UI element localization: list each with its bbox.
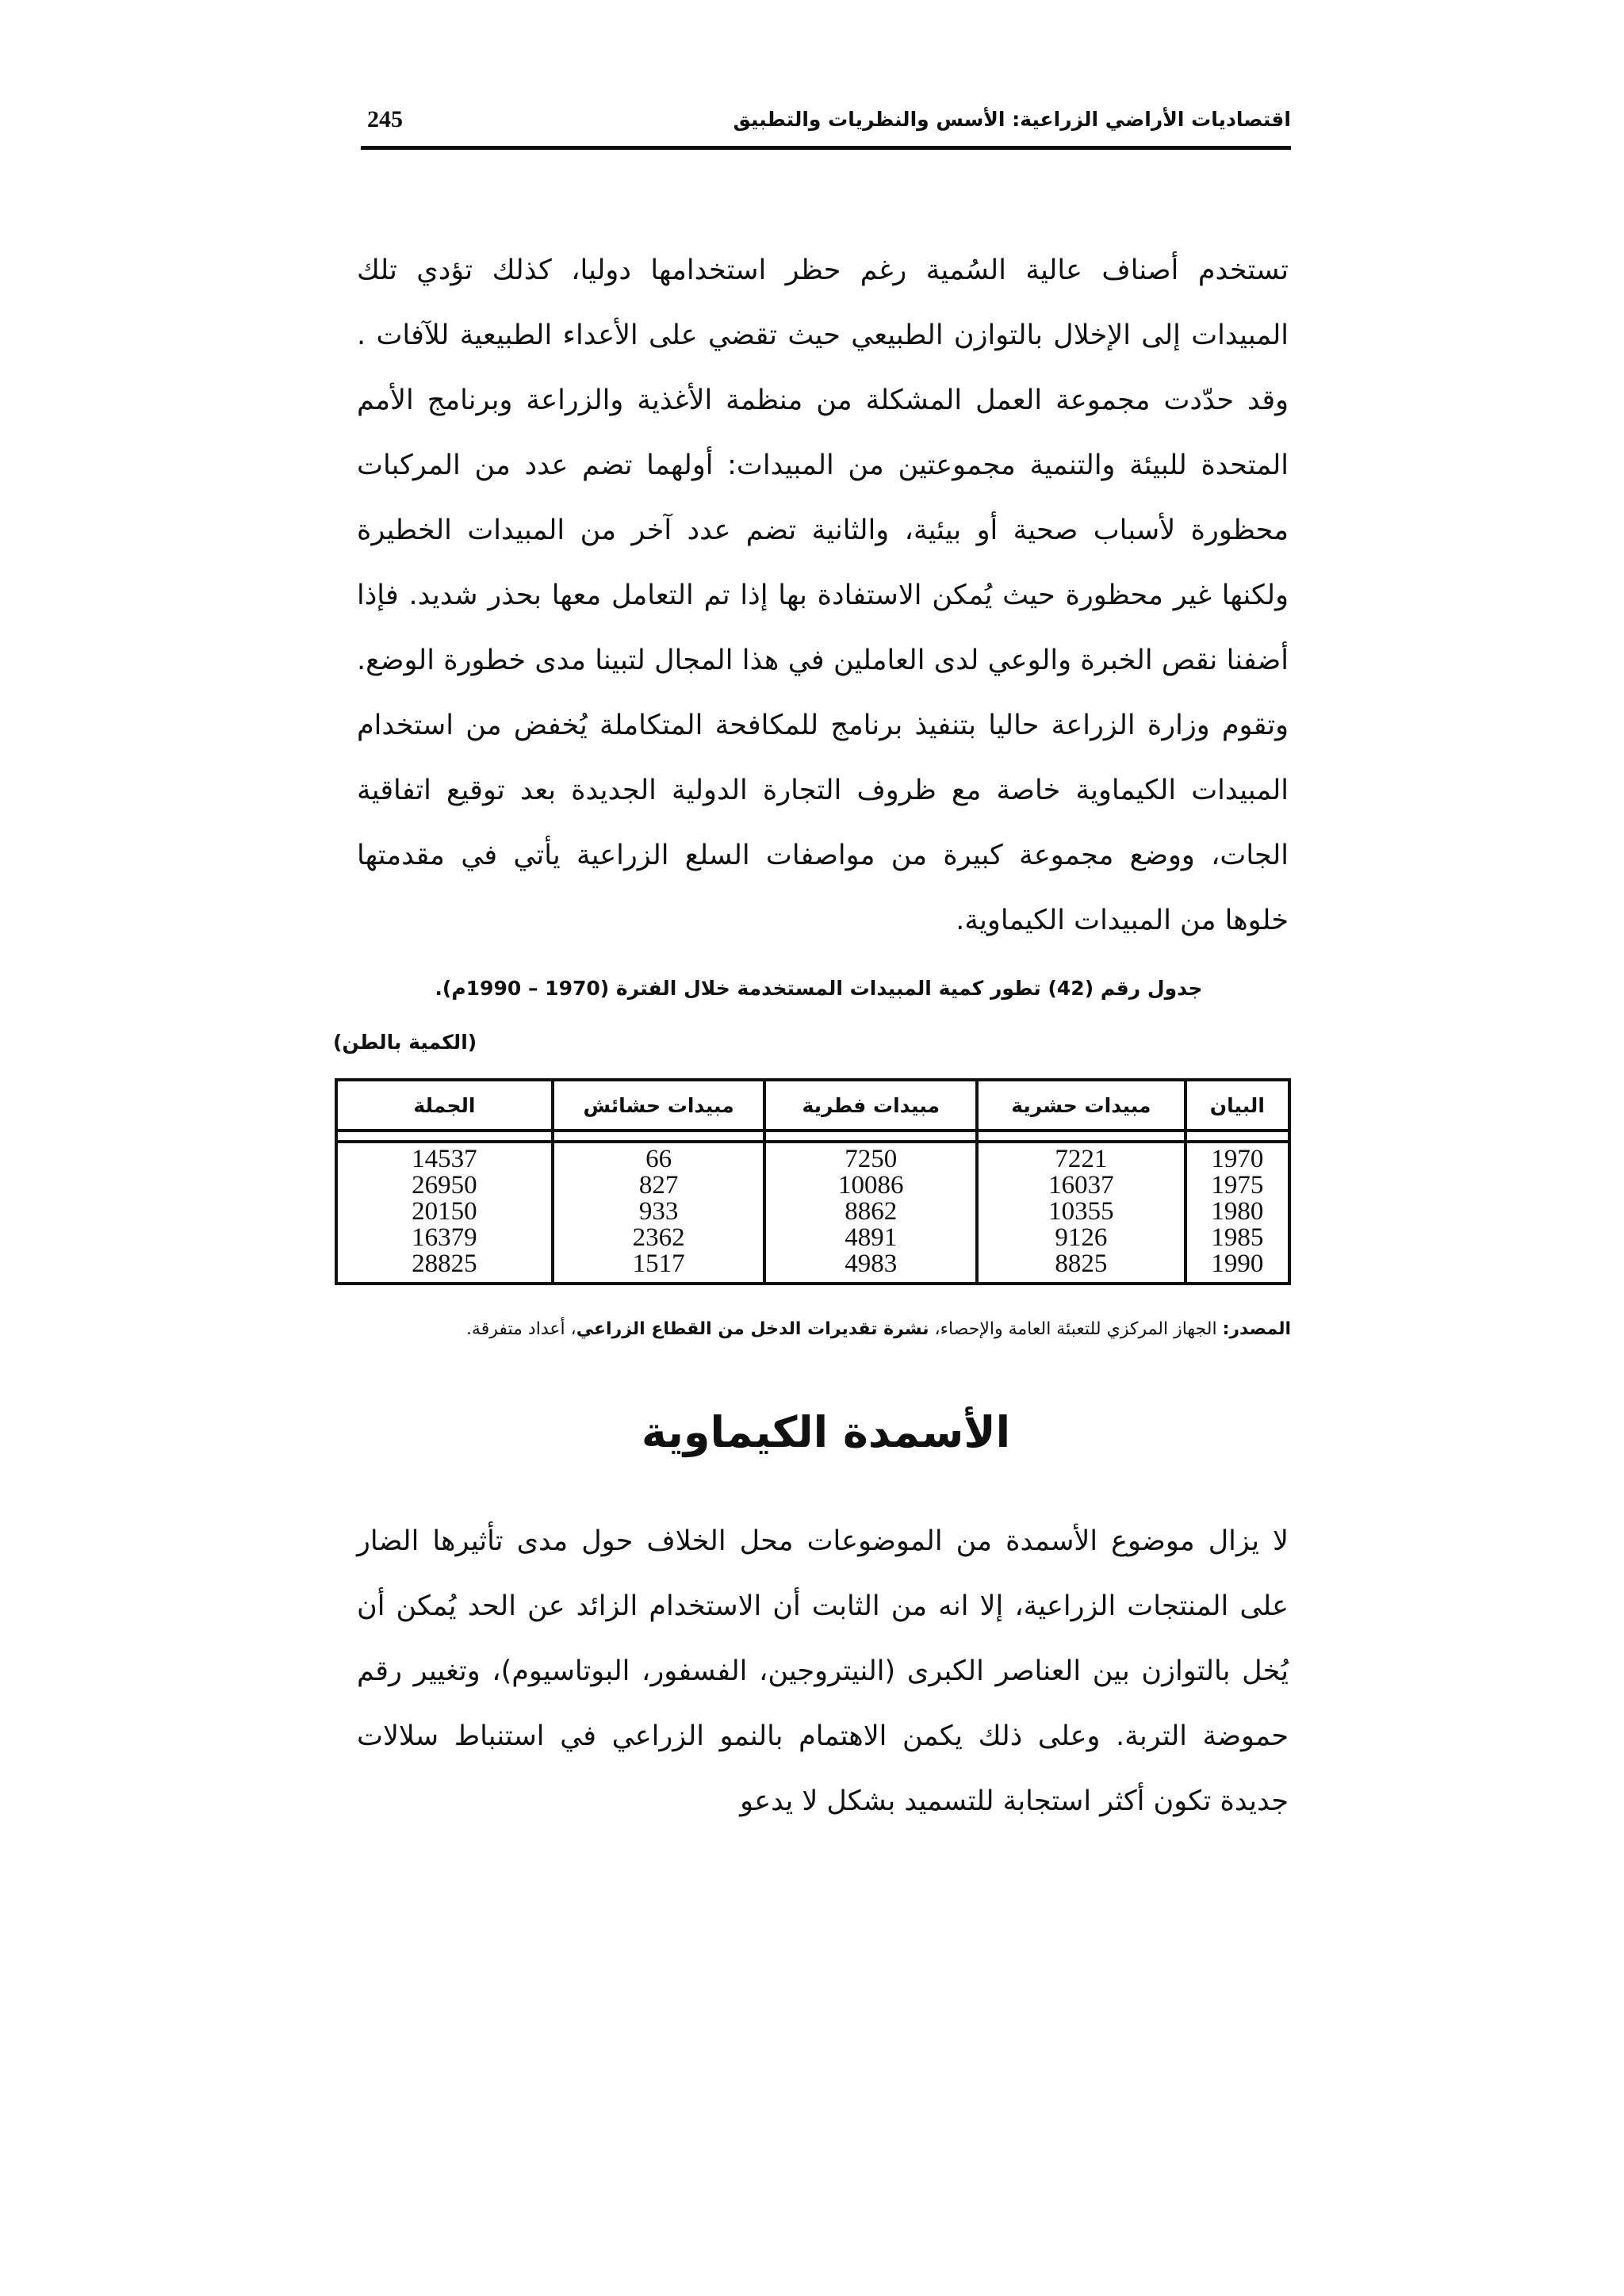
- table-cell: 4891: [764, 1225, 977, 1251]
- source-publication: نشرة تقديرات الدخل من القطاع الزراعي: [576, 1319, 929, 1339]
- table-header-row: [336, 1080, 1289, 1131]
- table-cell: 20150: [336, 1199, 553, 1225]
- table-cell: 28825: [336, 1251, 553, 1284]
- table-cell: 16379: [336, 1225, 553, 1251]
- table-cell: 1517: [553, 1251, 765, 1284]
- running-header: [361, 103, 1291, 149]
- column-header: البيان: [1185, 1080, 1289, 1131]
- table-cell: 9126: [977, 1225, 1185, 1251]
- table-cell: 1975: [1185, 1173, 1289, 1199]
- table-cell: 2362: [553, 1225, 765, 1251]
- column-header: مبيدات فطرية: [764, 1080, 977, 1131]
- table-caption: جدول رقم (42) تطور كمية المبيدات المستخدمة خلال الفترة (1970 – 1990م).: [435, 977, 1203, 1000]
- table-cell: 827: [553, 1173, 765, 1199]
- table-cell: 7250: [764, 1142, 977, 1173]
- table-cell: 4983: [764, 1251, 977, 1284]
- table-row: [336, 1173, 1289, 1199]
- table-row: [336, 1199, 1289, 1225]
- table-cell: 8825: [977, 1251, 1185, 1284]
- table-cell: 1980: [1185, 1199, 1289, 1225]
- table-cell: 933: [553, 1199, 765, 1225]
- table-cell: 14537: [336, 1142, 553, 1173]
- table-cell: 1990: [1185, 1251, 1289, 1284]
- body-paragraph-fertilizers: لا يزال موضوع الأسمدة من الموضوعات محل الخلاف حول مدى تأثيرها الضار على المنتجات الزراعية، إلا انه من الثابت أن الاستخدام الزائد عن الحد يُمكن أن يُخل بالتوازن بين العناصر الكبرى (النيتروجين، الفسفور، البوتاسيوم)، وتغيير رقم حموضة التربة. وعلى ذلك يكمن الاهتمام بالنمو الزراعي في استنباط سلالات جديدة تكون أكثر استجابة للتسميد بشكل لا يدعو: [357, 1525, 1289, 1817]
- table-cell: 1970: [1185, 1142, 1289, 1173]
- table-spacer: [336, 1131, 1289, 1142]
- source-text: الجهاز المركزي للتعبئة العامة والإحصاء،: [929, 1319, 1223, 1339]
- table-row: [336, 1251, 1289, 1284]
- table-unit-note: (الكمية بالطن): [333, 1031, 477, 1054]
- source-label: المصدر:: [1222, 1319, 1291, 1339]
- table-cell: 16037: [977, 1173, 1185, 1199]
- table-row: [336, 1225, 1289, 1251]
- table-row: [336, 1142, 1289, 1173]
- column-header: مبيدات حشائش: [553, 1080, 765, 1131]
- table-cell: 66: [553, 1142, 765, 1173]
- section-heading: الأسمدة الكيماوية: [641, 1407, 1011, 1457]
- running-header-title: اقتصاديات الأراضي الزراعية: الأسس والنظريات والتطبيق: [733, 108, 1291, 131]
- pesticides-table: [335, 1078, 1291, 1285]
- table-cell: 10355: [977, 1199, 1185, 1225]
- table-cell: 26950: [336, 1173, 553, 1199]
- table-cell: 10086: [764, 1173, 977, 1199]
- table-cell: 7221: [977, 1142, 1185, 1173]
- column-header: الجملة: [336, 1080, 553, 1131]
- body-paragraph-pesticides: تستخدم أصناف عالية السُمية رغم حظر استخدامها دوليا، كذلك تؤدي تلك المبيدات إلى الإخلال بالتوازن الطبيعي حيث تقضي على الأعداء الطبيعية للآفات . وقد حدّدت مجموعة العمل المشكلة من منظمة الأغذية والزراعة وبرنامج الأمم المتحدة للبيئة والتنمية مجموعتين من المبيدات: أولهما تضم عدد من المركبات محظورة لأسباب صحية أو بيئية، والثانية تضم عدد آخر من المبيدات الخطيرة ولكنها غير محظورة حيث يُمكن الاستفادة بها إذا تم التعامل معها بحذر شديد. فإذا أضفنا نقص الخبرة والوعي لدى العاملين في هذا المجال لتبينا مدى خطورة الوضع. وتقوم وزارة الزراعة حاليا بتنفيذ برنامج للمكافحة المتكاملة يُخفض من استخدام المبيدات الكيماوية خاصة مع ظروف التجارة الدولية الجديدة بعد توقيع اتفاقية الجات، ووضع مجموعة كبيرة من مواصفات السلع الزراعية يأتي في مقدمتها خلوها من المبيدات الكيماوية.: [357, 254, 1289, 936]
- table-cell: 8862: [764, 1199, 977, 1225]
- source-text-end: ، أعداد متفرقة.: [465, 1319, 576, 1339]
- table-cell: 1985: [1185, 1225, 1289, 1251]
- table-source-note: [365, 1319, 1291, 1339]
- page-number: 245: [367, 106, 403, 132]
- header-rule: [361, 146, 1291, 150]
- column-header: مبيدات حشرية: [977, 1080, 1185, 1131]
